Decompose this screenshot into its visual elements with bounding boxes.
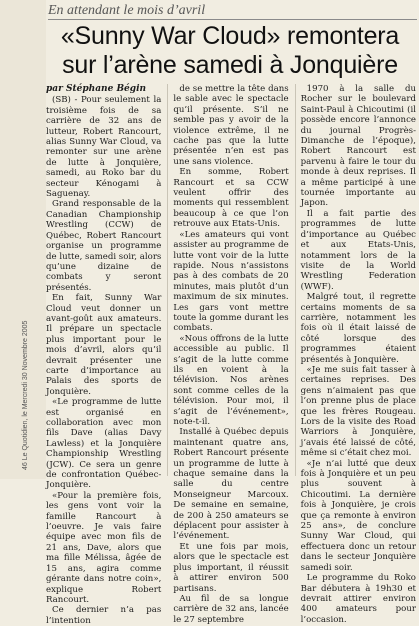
paragraph: «Je n’ai lutté que deux fois à Jonquière et un peu plus souvent à Chicoutimi. La dernière fois à Jonquière, je crois que ça remonte à environ 25 ans», de conclure Sunny War Cloud, qui effectuera donc un retour dans le secteur Jonquière samedi soir. bbox=[300, 458, 416, 573]
article-body bbox=[46, 84, 416, 626]
paragraph: «Pour la première fois, les gens vont voir la famille Rancourt à l’oeuvre. Je vais faire équipe avec mon fils de 21 ans, Dave, alors que ma fille Mélissa, âgée de 15 ans, agira comme gérante dans notre coin», explique Robert Rancourt. bbox=[46, 490, 162, 605]
paragraph: «Nous offrons de la lutte accessible au public. Il s’agit de la lutte comme ils en voient à la télévision. Nos arènes sont comme celles de la télévision. Pour moi, il s’agit de l’événement», note-t-il. bbox=[173, 333, 289, 427]
paragraph: Le programme du Roko Bar débutera à 19h30 et devrait attirer environ 400 amateurs pour l’occasion. bbox=[300, 573, 416, 625]
folio-caption: 46 Le Quotidien, le Mercredi 30 Novembre 2005 bbox=[22, 320, 29, 470]
paragraph: En somme, Robert Rancourt et sa CCW veulent offrir des moments qui ressemblent beaucoup à ce que l’on retrouve aux Etats-Unis. bbox=[173, 167, 289, 230]
paragraph: Au fil de sa longue carrière de 32 ans, lancée le 27 septembre bbox=[173, 593, 289, 625]
paragraph: Malgré tout, il regrette certains moments de sa carrière, notamment les fois où il était laissé de côté lorsque des programmes étaient présentés à Jonquière. bbox=[300, 292, 416, 365]
column-1 bbox=[46, 84, 162, 626]
paragraph: Il a fait partie des programmes de lutte d’importance au Québec et aux Etats-Unis, notamment lors de la visite de la World Wrestling Federation (WWF). bbox=[300, 208, 416, 292]
kicker-divider bbox=[48, 19, 417, 20]
paragraph: Installé à Québec depuis maintenant quatre ans, Robert Rancourt présente un programme de lutte à chaque semaine dans la salle du centre Monseigneur Marcoux. De semaine en semaine, de 200 à 250 amateurs se déplacent pour assister à l’événement. bbox=[173, 427, 289, 542]
kicker: En attendant le mois d’avril bbox=[48, 3, 206, 18]
paragraph: (SB) - Pour seulement la troisième fois de sa carrière de 32 ans de lutteur, Robert Rancourt, alias Sunny War Cloud, va remonter sur une arène de lutte à Jonquière, samedi, au Roko bar du secteur Kénogami à Saguenay. bbox=[46, 95, 162, 200]
page-margin bbox=[0, 0, 46, 479]
headline-line-2: sur l’arène samedi à Jonquière bbox=[62, 51, 398, 79]
paragraph: 1970 à la salle du Rocher sur le boulevard Saint-Paul à Chicoutimi (il possède encore l’annonce du journal Progrès-Dimanche de l’époque), Robert Rancourt est parvenu à faire le tour du monde à deux reprises. Il a même participé à une tournée importante au Japon. bbox=[300, 84, 416, 209]
paragraph: «Je me suis fait tasser à certaines reprises. Des gens n’aimaient pas que l’on prenne plus de place que les frères Rougeau. Lors de la visite des Road Warriors à Jonquière, j’avais été laissé de côté, même si c’était chez moi. bbox=[300, 364, 416, 459]
byline: par Stéphane Bégin bbox=[46, 84, 147, 94]
paragraph: En fait, Sunny War Cloud veut donner un avant-goût aux amateurs. Il prépare un spectacle plus important pour le mois d’avril, alors qu’il devrait présenter une carte d’importance au Palais des sports de Jonquière. bbox=[46, 293, 162, 397]
column-2 bbox=[167, 84, 289, 625]
paragraph: Ce dernier n’a pas l’intention bbox=[46, 605, 162, 626]
column-3 bbox=[295, 84, 416, 625]
paragraph: Et une fois par mois, alors que le spectacle est plus important, il réussit à attirer environ 500 partisans. bbox=[173, 541, 289, 594]
paragraph: «Les amateurs qui vont assister au programme de lutte vont voir de la lutte rapide. Nous n’assistons pas à des combats de 20 minutes, mais plutôt d’un maximum de six minutes. Les gars vont mettre toute la gomme durant les combats. bbox=[173, 229, 289, 334]
paragraph: de se mettre la tête dans le sable avec le spectacle qu’il présente. S’il ne semble pas y avoir de la violence extrême, il ne cache pas que la lutte présentée n’en est pas une sans violence. bbox=[173, 84, 289, 167]
paragraph: Grand responsable de la Canadian Championship Wrestling (CCW) de Québec, Robert Rancourt organise un programme de lutte, samedi soir, alors qu’une dizaine de combats y seront présentés. bbox=[46, 199, 162, 293]
paragraph: «Le programme de lutte est organisé en collaboration avec mon fils Dave (alias Davy Lawless) et la Jonquière Championship Wrestling (JCW). Ce sera un genre de confrontation Québec-Jonquière. bbox=[46, 397, 162, 491]
headline bbox=[44, 22, 416, 80]
headline-line-1: «Sunny War Cloud» remontera bbox=[60, 22, 400, 50]
